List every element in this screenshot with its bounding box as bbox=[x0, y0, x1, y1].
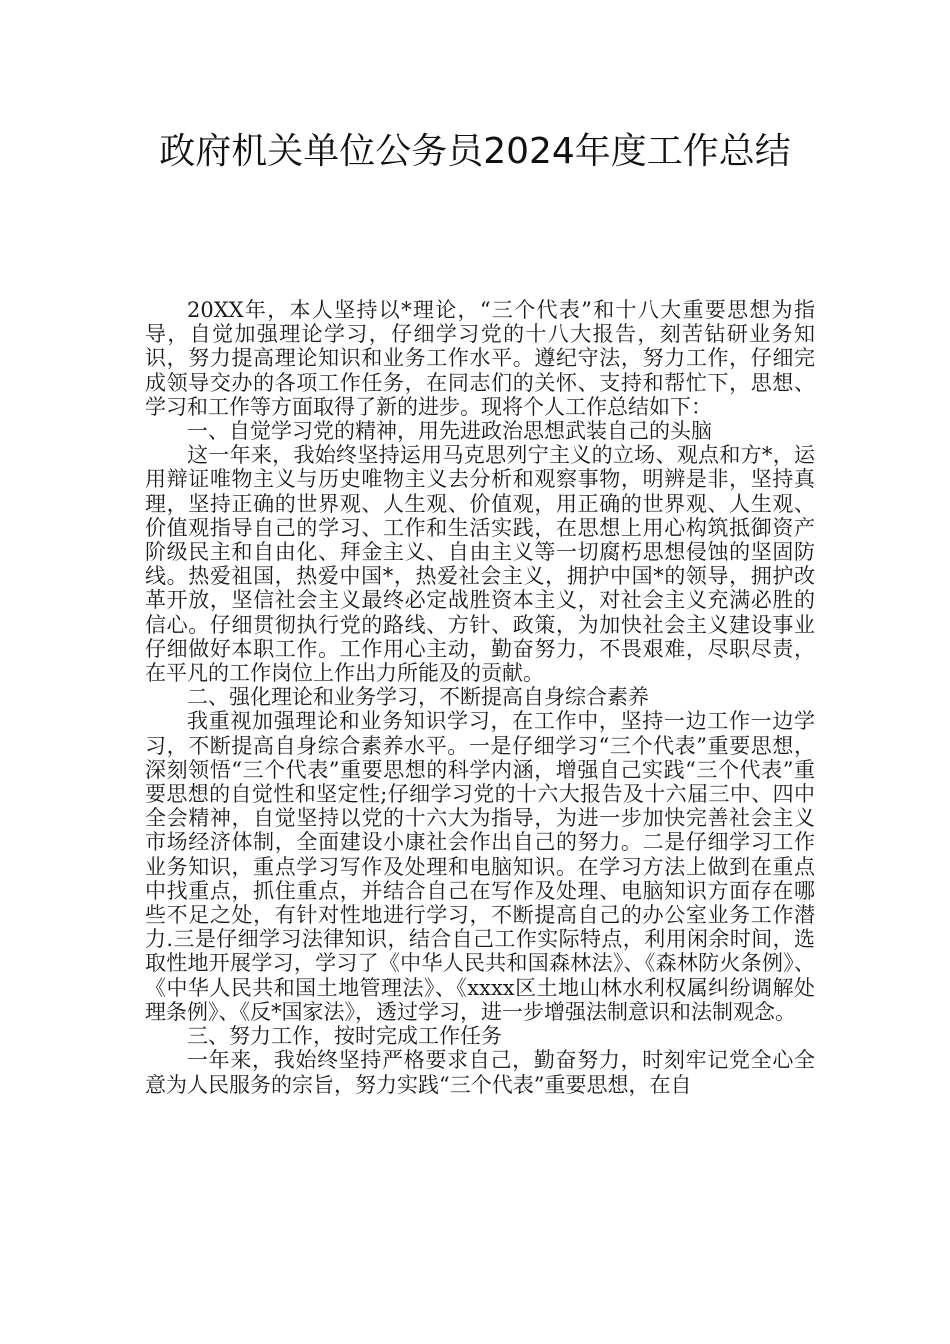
document-body bbox=[145, 298, 815, 1097]
paragraph-section-3: 一年来，我始终坚持严格要求自己，勤奋努力，时刻牢记党全心全意为人民服务的宗旨，努力实践“三个代表”重要思想，在自 bbox=[145, 1048, 815, 1097]
section-heading-2: 二、强化理论和业务学习，不断提高自身综合素养 bbox=[187, 685, 649, 710]
section-heading-1: 一、自觉学习党的精神，用先进政治思想武装自己的头脑 bbox=[187, 419, 712, 444]
paragraph-intro: 20XX年，本人坚持以*理论，“三个代表”和十八大重要思想为指导，自觉加强理论学习，仔细学习党的十八大报告，刻苦钻研业务知识，努力提高理论知识和业务工作水平。遵纪守法，努力工作，仔细完成领导交办的各项工作任务，在同志们的关怀、支持和帮忙下，思想、学习和工作等方面取得了新的进步。现将个人工作总结如下： bbox=[145, 298, 815, 419]
section-heading-3: 三、努力工作，按时完成工作任务 bbox=[187, 1024, 502, 1049]
paragraph-section-2: 我重视加强理论和业务知识学习，在工作中，坚持一边工作一边学习，不断提高自身综合素养水平。一是仔细学习“三个代表”重要思想，深刻领悟“三个代表”重要思想的科学内涵，增强自己实践“三个代表”重要思想的自觉性和坚定性;仔细学习党的十六大报告及十六届三中、四中全会精神，自觉坚持以党的十六大为指导，为进一步加快完善社会主义市场经济体制，全面建设小康社会作出自己的努力。二是仔细学习工作业务知识，重点学习写作及处理和电脑知识。在学习方法上做到在重点中找重点，抓住重点，并结合自己在写作及处理、电脑知识方面存在哪些不足之处，有针对性地进行学习，不断提高自己的办公室业务工作潜力.三是仔细学习法律知识，结合自己工作实际特点，利用闲余时间，选取性地开展学习，学习了《中华人民共和国森林法》、《森林防火条例》、《中华人民共和国土地管理法》、《xxxx区土地山林水利权属纠纷调解处理条例》、《反*国家法》，透过学习，进一步增强法制意识和法制观念。 bbox=[145, 709, 815, 1024]
document-title: 政府机关单位公务员2024年度工作总结 bbox=[159, 131, 791, 172]
paragraph-section-1: 这一年来，我始终坚持运用马克思列宁主义的立场、观点和方*，运用辩证唯物主义与历史唯物主义去分析和观察事物，明辨是非，坚持真理，坚持正确的世界观、人生观、价值观，用正确的世界观、人生观、价值观指导自己的学习、工作和生活实践，在思想上用心构筑抵御资产阶级民主和自由化、拜金主义、自由主义等一切腐朽思想侵蚀的坚固防线。热爱祖国，热爱中国*，热爱社会主义，拥护中国*的领导，拥护改革开放，坚信社会主义最终必定战胜资本主义，对社会主义充满必胜的信心。仔细贯彻执行党的路线、方针、政策，为加快社会主义建设事业仔细做好本职工作。工作用心主动，勤奋努力，不畏艰难，尽职尽责，在平凡的工作岗位上作出力所能及的贡献。 bbox=[145, 443, 815, 686]
